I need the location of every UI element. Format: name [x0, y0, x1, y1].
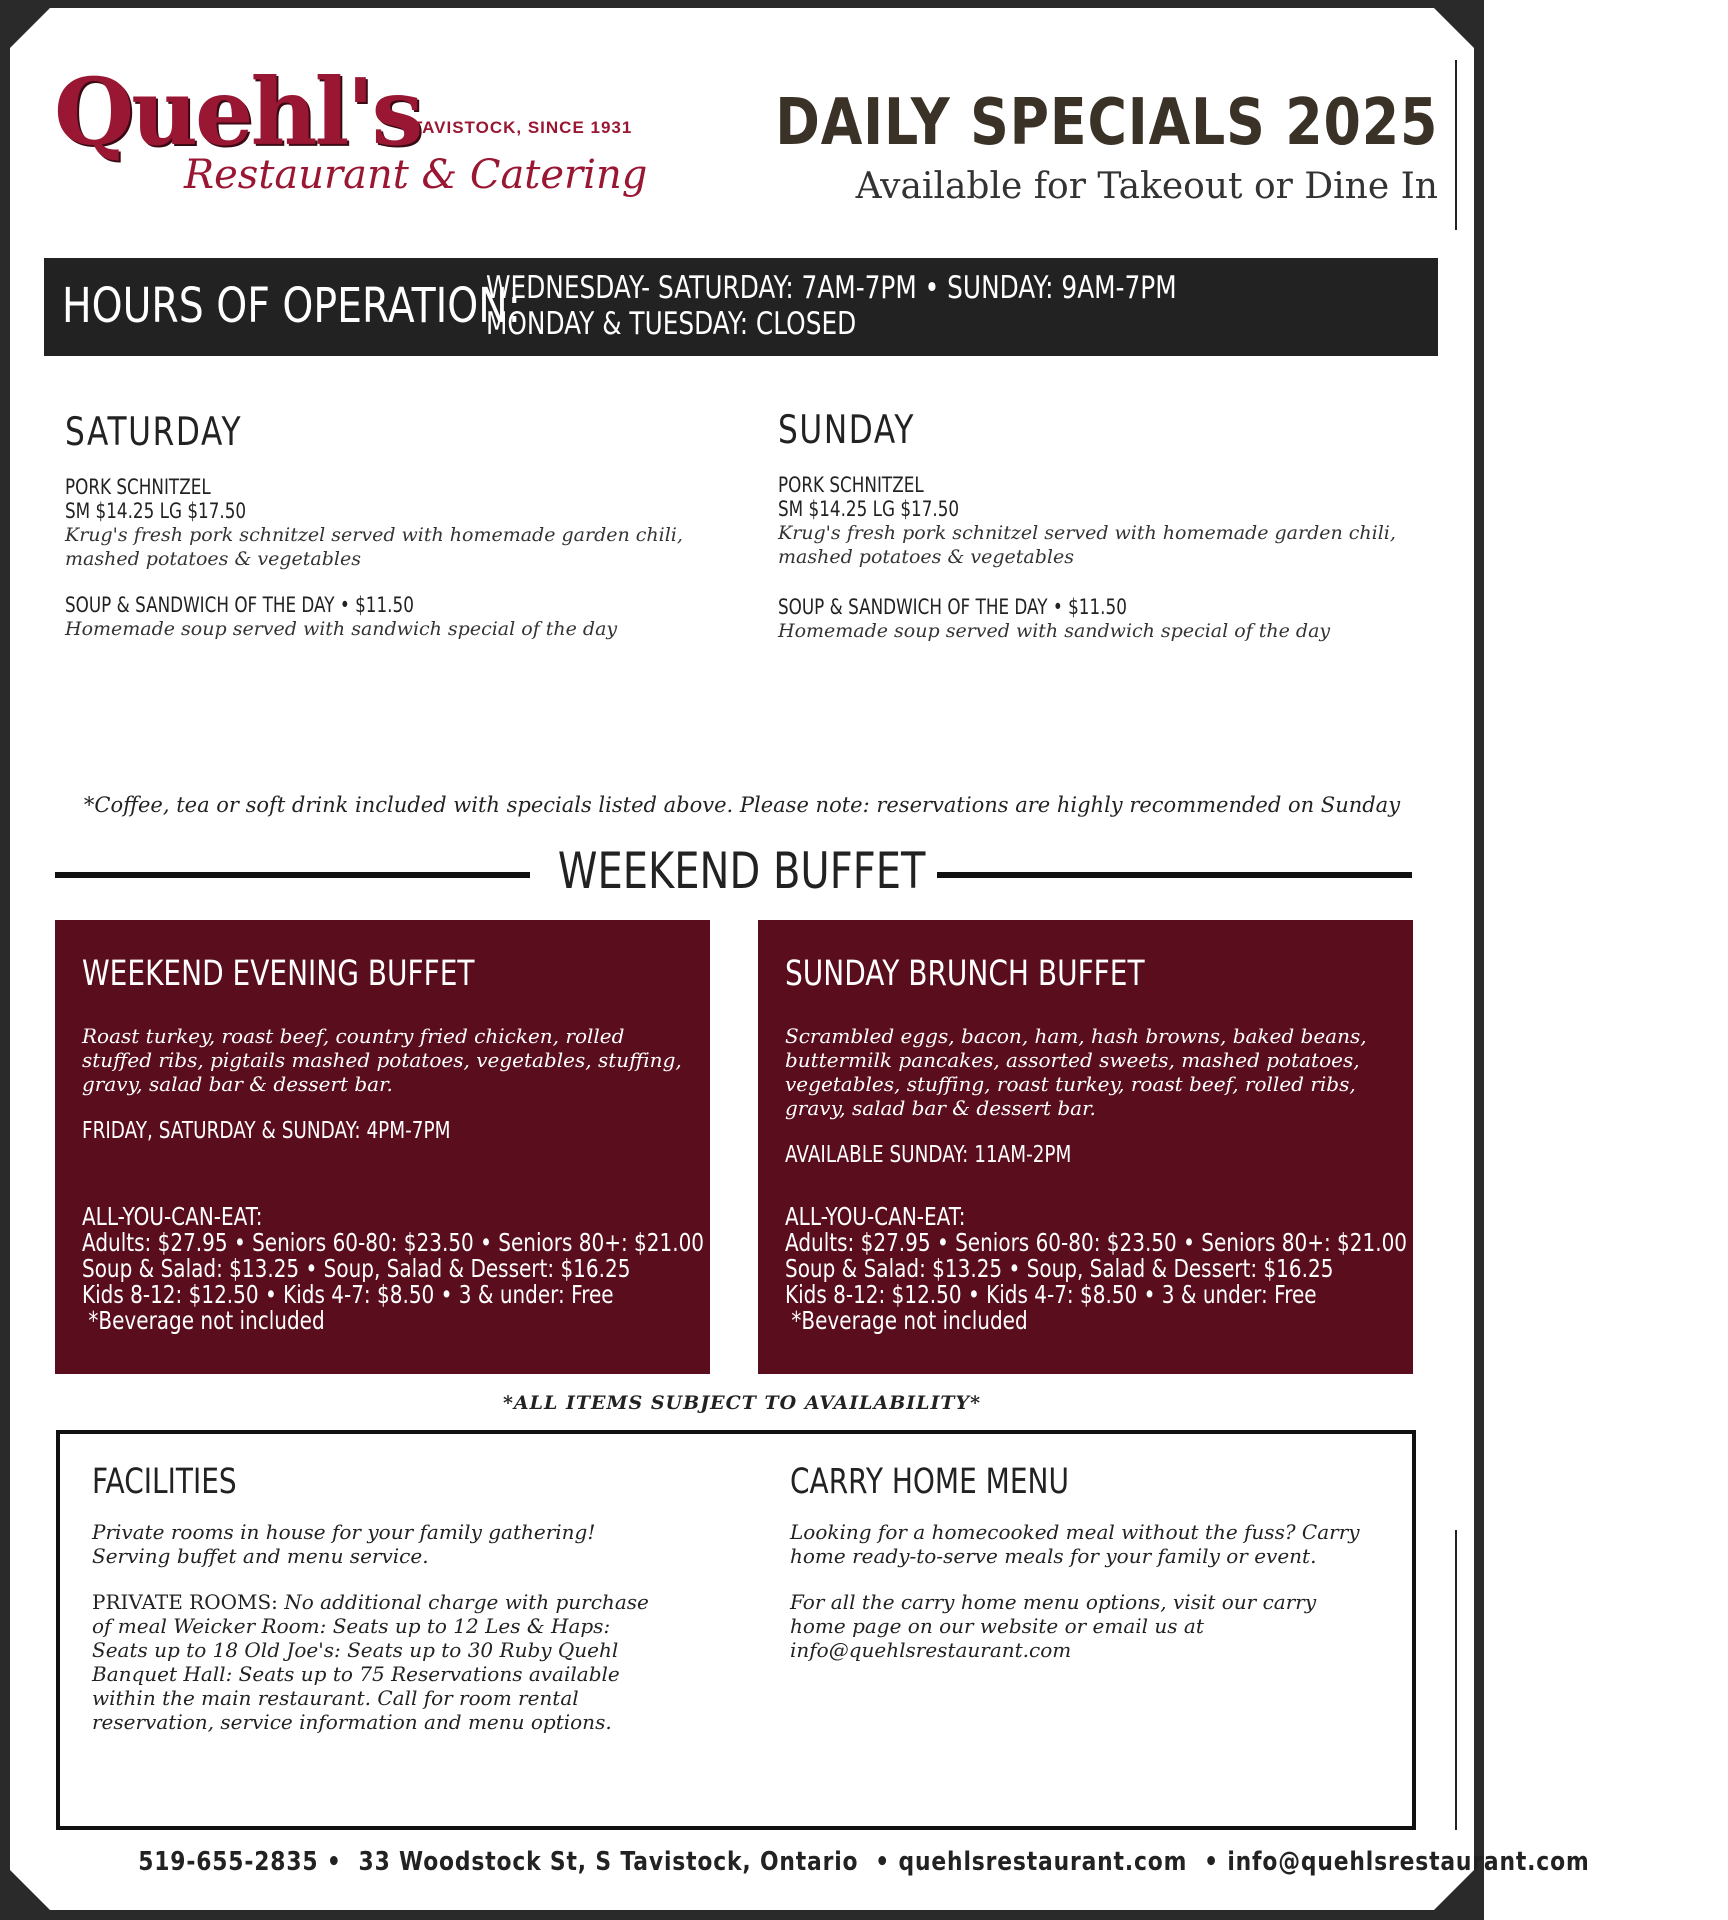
buffet-panel-evening	[55, 920, 710, 1374]
buffet-panel-brunch	[758, 920, 1413, 1374]
price-line: Soup & Salad: $13.25 • Soup, Salad & Dessert: $16.25	[82, 1254, 631, 1283]
buffet-panel-prices	[785, 1204, 1407, 1334]
contact-footer: 519-655-2835 • 33 Woodstock St, S Tavistock, Ontario • quehlsrestaurant.com • info@quehlsrestaurant.com	[138, 1847, 1590, 1877]
menu-item-desc: Krug's fresh pork schnitzel served with homemade garden chili, mashed potatoes & vegetables	[65, 524, 683, 570]
menu-item-name: SOUP & SANDWICH OF THE DAY • $11.50	[778, 595, 1127, 619]
menu-item-price: SM $14.25 LG $17.50	[778, 497, 960, 521]
page-frame-right	[1474, 0, 1484, 1920]
carry-home-text: Looking for a homecooked meal without the fuss? Carry home ready-to-serve meals for your family or event.	[790, 1520, 1360, 1568]
menu-item-desc: Krug's fresh pork schnitzel served with homemade garden chili, mashed potatoes & vegetables	[778, 522, 1396, 568]
hours-banner	[44, 258, 1438, 356]
price-line: ALL-YOU-CAN-EAT:	[785, 1202, 966, 1231]
price-line: Kids 8-12: $12.50 • Kids 4-7: $8.50 • 3 & under: Free	[82, 1280, 614, 1309]
facilities-title: FACILITIES	[92, 1462, 237, 1502]
facilities-section	[92, 1462, 672, 1734]
price-line: Adults: $27.95 • Seniors 60-80: $23.50 • Seniors 80+: $21.00	[82, 1228, 705, 1257]
price-line: Kids 8-12: $12.50 • Kids 4-7: $8.50 • 3 & under: Free	[785, 1280, 1317, 1309]
decorative-rule	[1455, 1530, 1457, 1830]
menu-item-desc: Homemade soup served with sandwich special of the day	[65, 618, 618, 640]
carry-home-link-text: For all the carry home menu options, visit our carry home page on our website or email us at info@quehlsrestaurant.com	[790, 1590, 1317, 1662]
carry-home-section	[790, 1462, 1370, 1662]
menu-item-name: PORK SCHNITZEL	[65, 475, 211, 499]
buffet-panel-desc: Roast turkey, roast beef, country fried chicken, rolled stuffed ribs, pigtails mashed potatoes, vegetables, stuffing, gravy, salad bar & dessert bar.	[82, 1024, 682, 1096]
footer-website[interactable]: quehlsrestaurant.com	[898, 1847, 1188, 1877]
page-frame-left	[0, 0, 10, 1920]
frame-corner	[10, 8, 50, 48]
specials-note: *Coffee, tea or soft drink included with specials listed above. Please note: reservations are highly recommended on Sunday	[83, 793, 1401, 817]
logo-wordmark: Quehl's	[54, 58, 421, 166]
buffet-panel-desc: Scrambled eggs, bacon, ham, hash browns, baked beans, buttermilk pancakes, assorted sweets, mashed potatoes, vegetables, stuffing, roast turkey, roast beef, rolled ribs, gravy, salad bar & dessert bar.	[785, 1024, 1367, 1120]
buffet-panel-title: WEEKEND EVENING BUFFET	[82, 954, 475, 994]
buffet-panel-prices	[82, 1204, 704, 1334]
carry-home-title: CARRY HOME MENU	[790, 1462, 1069, 1502]
day-section-saturday	[65, 410, 725, 641]
day-title: SATURDAY	[65, 410, 243, 455]
decorative-rule	[1455, 60, 1457, 230]
hours-line: MONDAY & TUESDAY: CLOSED	[486, 306, 857, 342]
page-frame-bottom	[0, 1910, 1484, 1920]
price-line: Adults: $27.95 • Seniors 60-80: $23.50 • Seniors 80+: $21.00	[785, 1228, 1408, 1257]
logo-subname: Restaurant & Catering	[184, 152, 648, 198]
footer-address: 33 Woodstock St, S Tavistock, Ontario	[358, 1847, 859, 1877]
hours-label: HOURS OF OPERATION:	[62, 278, 521, 334]
price-line: Soup & Salad: $13.25 • Soup, Salad & Dessert: $16.25	[785, 1254, 1334, 1283]
footer-email[interactable]: info@quehlsrestaurant.com	[1227, 1847, 1590, 1877]
facilities-text: Private rooms in house for your family gathering! Serving buffet and menu service.	[92, 1520, 596, 1568]
frame-corner	[1434, 8, 1474, 48]
buffet-panel-time: FRIDAY, SATURDAY & SUNDAY: 4PM-7PM	[82, 1118, 451, 1144]
logo-tagline: TAVISTOCK, SINCE 1931	[412, 118, 633, 137]
footer-phone: 519-655-2835	[138, 1847, 319, 1877]
menu-item-price: SM $14.25 LG $17.50	[65, 499, 247, 523]
hours-line: WEDNESDAY- SATURDAY: 7AM-7PM • SUNDAY: 9AM-7PM	[486, 270, 1177, 306]
buffet-section-title	[0, 842, 1484, 900]
menu-item-desc: Homemade soup served with sandwich special of the day	[778, 620, 1331, 642]
buffet-panel-title: SUNDAY BRUNCH BUFFET	[785, 954, 1145, 994]
price-line: *Beverage not included	[88, 1306, 325, 1335]
page-title: DAILY SPECIALS 2025	[775, 86, 1438, 160]
menu-item-name: SOUP & SANDWICH OF THE DAY • $11.50	[65, 593, 414, 617]
day-section-sunday	[778, 408, 1438, 643]
price-line: ALL-YOU-CAN-EAT:	[82, 1202, 263, 1231]
availability-note: *ALL ITEMS SUBJECT TO AVAILABILITY*	[502, 1392, 982, 1414]
price-line: *Beverage not included	[791, 1306, 1028, 1335]
private-rooms-label: PRIVATE ROOMS:	[92, 1590, 278, 1614]
private-rooms-text: No additional charge with purchase of meal Weicker Room: Seats up to 12 Les & Haps: Seats up to 18 Old Joe's: Seats up to 30 Ruby Quehl Banquet Hall: Seats up to 75 Reservations available within the main restaurant. Call for room rental reservation, service information and menu options.	[92, 1590, 649, 1734]
brand-logo	[44, 58, 648, 212]
day-title: SUNDAY	[778, 408, 916, 453]
buffet-section-title-text: WEEKEND BUFFET	[558, 842, 926, 900]
menu-item-name: PORK SCHNITZEL	[778, 473, 924, 497]
page-subtitle: Available for Takeout or Dine In	[855, 166, 1438, 207]
buffet-panel-time: AVAILABLE SUNDAY: 11AM-2PM	[785, 1142, 1072, 1168]
facilities-private-rooms	[92, 1590, 672, 1734]
info-box	[56, 1430, 1416, 1830]
page-frame-top	[0, 0, 1484, 8]
